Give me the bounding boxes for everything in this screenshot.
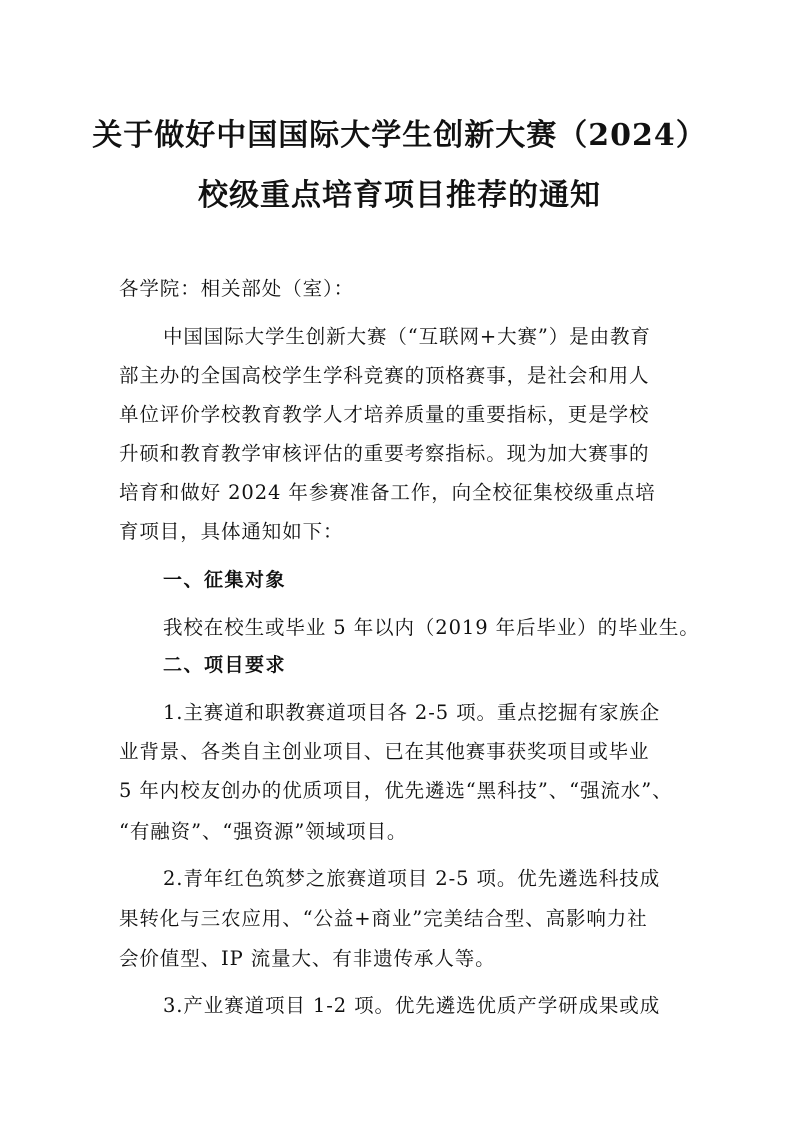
section1-line: 我校在校生或毕业 5 年以内（2019 年后毕业）的毕业生。 xyxy=(163,616,700,639)
intro-line: 中国国际大学生创新大赛（“互联网+大赛”）是由教育 xyxy=(163,325,651,348)
item2-line: 会价值型、IP 流量大、有非遗传承人等。 xyxy=(119,947,496,970)
item2-line: 2.青年红色筑梦之旅赛道项目 2-5 项。优先遴选科技成 xyxy=(163,867,661,890)
document-title-line-1: 关于做好中国国际大学生创新大赛（2024） xyxy=(92,118,707,153)
item1-line: 5 年内校友创办的优质项目，优先遴选“黑科技”、“强流水”、 xyxy=(119,779,673,802)
intro-line: 单位评价学校教育教学人才培养质量的重要指标，更是学校 xyxy=(119,403,650,426)
document-title-line-2: 校级重点培育项目推荐的通知 xyxy=(198,178,601,213)
item2-line: 果转化与三农应用、“公益+商业”完美结合型、高影响力社 xyxy=(119,907,648,930)
salutation: 各学院：相关部处（室）： xyxy=(119,277,355,300)
intro-line: 升硕和教育教学审核评估的重要考察指标。现为加大赛事的 xyxy=(119,442,650,465)
intro-line: 培育和做好 2024 年参赛准备工作，向全校征集校级重点培 xyxy=(119,481,656,504)
item3-line: 3.产业赛道项目 1-2 项。优先遴选优质产学研成果或成 xyxy=(163,994,661,1017)
item1-line: 业背景、各类自主创业项目、已在其他赛事获奖项目或毕业 xyxy=(119,740,650,763)
intro-line: 部主办的全国高校学生学科竞赛的顶格赛事，是社会和用人 xyxy=(119,364,650,387)
section-heading-2: 二、项目要求 xyxy=(163,654,287,676)
item1-line: “有融资”、“强资源”领域项目。 xyxy=(119,820,408,843)
section-heading-1: 一、征集对象 xyxy=(163,569,287,591)
intro-line: 育项目，具体通知如下： xyxy=(119,520,344,543)
item1-line: 1.主赛道和职教赛道项目各 2-5 项。重点挖掘有家族企 xyxy=(163,701,661,724)
